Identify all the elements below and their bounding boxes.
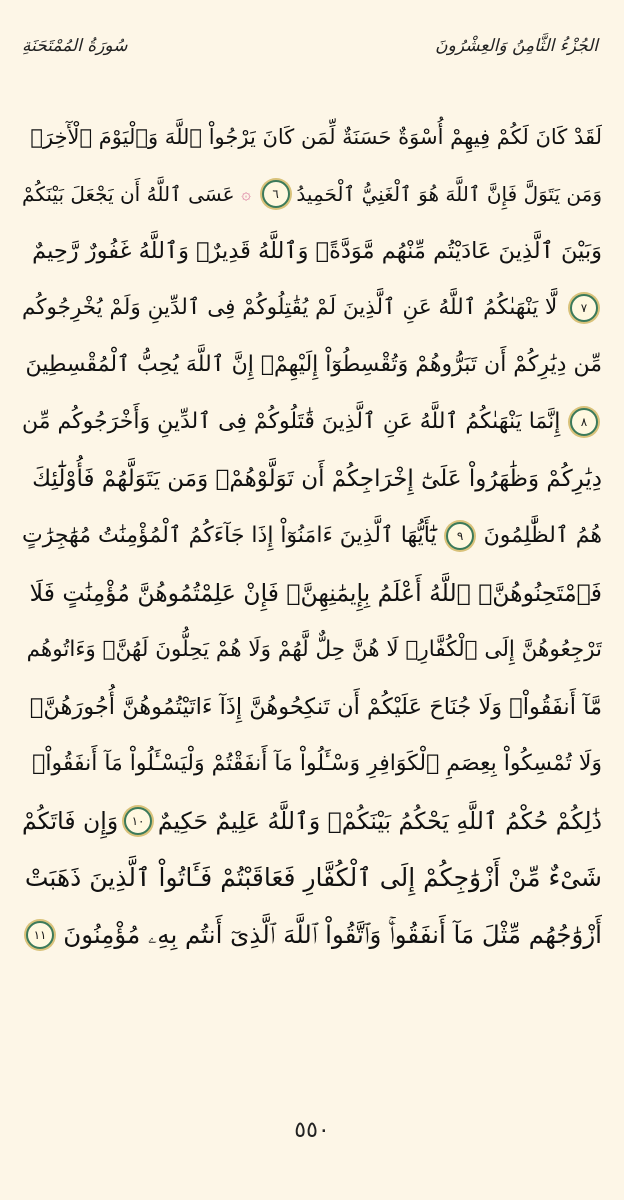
verse-text: هُمُ ٱلظَّٰلِمُونَ [483,523,602,548]
verse-text: لَقَدْ كَانَ لَكُمْ فِيهِمْ أُسْوَةٌ حَسَنَةٌ لِّمَن كَانَ يَرْجُواْ ٱللَّهَ وَٱلْيَوْمَ ٱلْأٓخِرَۚ [30,124,602,149]
verse-text: إِنَّمَا يَنْهَىٰكُمُ ٱللَّهُ عَنِ ٱلَّذِينَ قَٰتَلُوكُمْ فِى ٱلدِّينِ وَأَخْرَجُوكُم مِّن [22,409,561,434]
verse-text: وَمَن يَتَوَلَّ فَإِنَّ ٱللَّهَ هُوَ ٱلْغَنِيُّ ٱلْحَمِيدُ [296,181,602,206]
verse-line [22,165,602,222]
verse-text: مِّن دِيَٰرِكُمْ أَن تَبَرُّوهُمْ وَتُقْسِطُوٓاْ إِلَيْهِمْۚ إِنَّ ٱللَّهَ يُحِبُّ ٱلْمُقْسِطِينَ [25,352,602,377]
verse-text: عَسَى ٱللَّهُ أَن يَجْعَلَ بَيْنَكُمْ [22,181,235,206]
ayah-number-marker: ١٠ [124,807,152,835]
verse-line [22,678,602,735]
ayah-number-marker: ٧ [570,294,598,322]
verse-text: يَٰٓأَيُّهَا ٱلَّذِينَ ءَامَنُوٓاْ إِذَا جَآءَكُمُ ٱلْمُؤْمِنَٰتُ مُهَٰجِرَٰتٍ [22,523,437,548]
verse-line [22,222,602,279]
ayah-number-marker: ٦ [262,180,290,208]
page-header [22,36,598,84]
verse-text: أَزْوَٰجُهُم مِّثْلَ مَآ أَنفَقُواْۚ وَٱتَّقُواْ ٱللَّهَ ٱلَّذِىٓ أَنتُم بِهِۦ مُؤْمِنُونَ [63,920,602,949]
verse-text: وَإِن فَاتَكُمْ [22,806,119,835]
verse-line [22,507,602,564]
verse-line [22,393,602,450]
verse-text: ذَٰلِكُمْ حُكْمُ ٱللَّهِ يَحْكُمُ بَيْنَكُمْۖ وَٱللَّهُ عَلِيمٌ حَكِيمٌ [157,806,602,835]
ayah-number-marker: ٩ [446,522,474,550]
verse-line [22,849,602,906]
verse-line [22,792,602,849]
verse-line [22,279,602,336]
verse-text: فَٱمْتَحِنُوهُنَّۖ ٱللَّهُ أَعْلَمُ بِإِيمَٰنِهِنَّۖ فَإِنْ عَلِمْتُمُوهُنَّ مُؤْمِنَٰتٍ فَلَا [29,578,602,607]
verse-line [22,621,602,678]
verse-text: وَبَيْنَ ٱلَّذِينَ عَادَيْتُم مِّنْهُم مَّوَدَّةًۚ وَٱللَّهُ قَدِيرٌۚ وَٱللَّهُ غَفُورٌ رَّحِيمٌ [32,237,602,264]
verse-text: دِيَٰرِكُمْ وَظَٰهَرُواْ عَلَىٰٓ إِخْرَاجِكُمْ أَن تَوَلَّوْهُمْۚ وَمَن يَتَوَلَّهُمْ فَأُوْلَٰٓئِكَ [32,465,602,492]
verse-line [22,906,602,963]
verse-text: لَّا يَنْهَىٰكُمُ ٱللَّهُ عَنِ ٱلَّذِينَ لَمْ يُقَٰتِلُوكُمْ فِى ٱلدِّينِ وَلَمْ يُخْرِجُوكُم [22,295,558,320]
verse-text: وَلَا تُمْسِكُواْ بِعِصَمِ ٱلْكَوَافِرِ وَسْـَٔلُواْ مَآ أَنفَقْتُمْ وَلْيَسْـَٔلُواْ مَآ أَنفَقُواْۚ [32,751,602,776]
verse-line [22,735,602,792]
verse-line [22,564,602,621]
ayah-number-marker: ٨ [570,408,598,436]
verse-line [22,336,602,393]
verse-text: تَرْجِعُوهُنَّ إِلَى ٱلْكُفَّارِۖ لَا هُنَّ حِلٌّ لَّهُمْ وَلَا هُمْ يَحِلُّونَ لَهُنَّۖ وَءَاتُوهُم [26,637,602,662]
hizb-quarter-icon: ۞ [241,184,251,203]
ayah-number-marker: ١١ [26,921,54,949]
verse-lines [22,108,602,963]
juz-name: الجُزْءُ الثَّامِنُ وَالعِشْرُونَ [435,36,598,56]
verse-text: مَّآ أَنفَقُواْۚ وَلَا جُنَاحَ عَلَيْكُمْ أَن تَنكِحُوهُنَّ إِذَآ ءَاتَيْتُمُوهُنَّ أُجُورَهُنَّۚ [29,693,602,720]
verse-text: شَىْءٌ مِّنْ أَزْوَٰجِكُمْ إِلَى ٱلْكُفَّارِ فَعَاقَبْتُمْ فَـَٔاتُواْ ٱلَّذِينَ ذَهَبَتْ [24,863,602,892]
page-number: ٥٥٠ [294,1118,330,1143]
verse-line [22,108,602,165]
surah-name: سُورَةُ المُمْتَحَنَةِ [22,36,128,56]
verse-line [22,450,602,507]
